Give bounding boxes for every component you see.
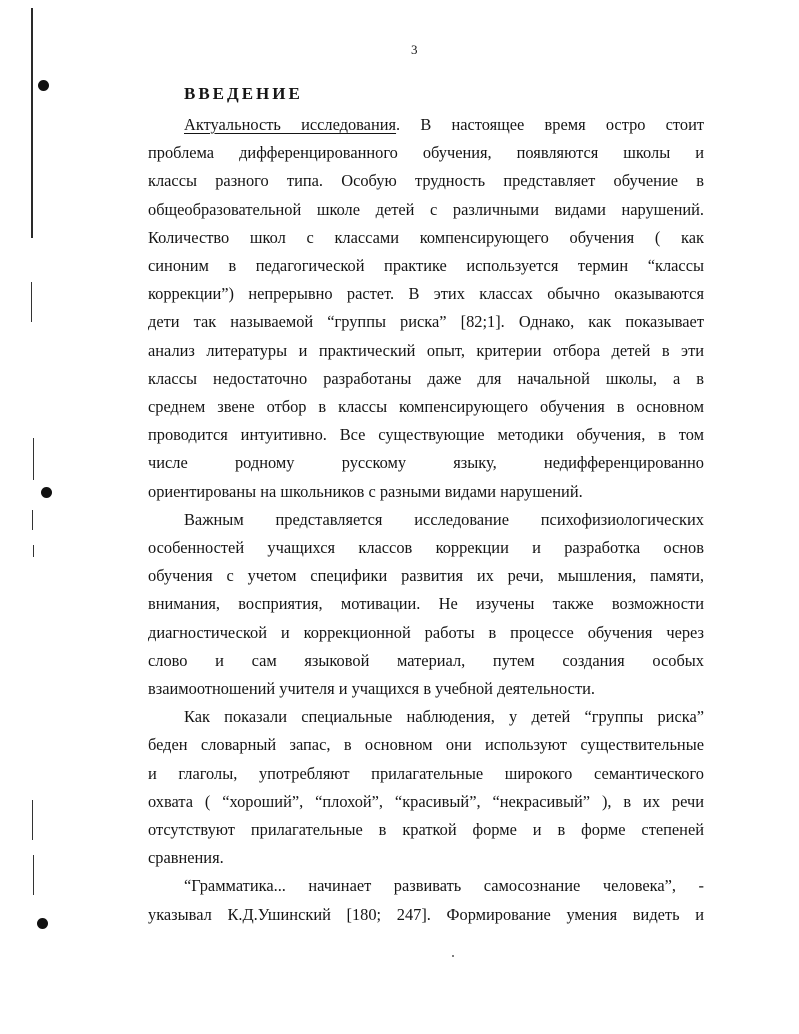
text-line: общеобразовательной школе детей с различными видами нарушений. [148,199,704,219]
scan-edge-mark [33,855,34,895]
text-line: проблема дифференцированного обучения, появляются школы и [148,143,704,163]
text-line: проводится интуитивно. Все существующие методики обучения, в том [148,425,704,445]
text-line: внимания, восприятия, мотивации. Не изучены также возможности [148,594,704,614]
text-line: сравнения. [148,848,224,868]
text-line: дети так называемой “группы риска” [82;1]. Однако, как показывает [148,312,704,332]
text-line: классы недостаточно разработаны даже для начальной школы, а в [148,368,704,388]
text-line: Важным представляется исследование психофизиологических [184,509,704,529]
scan-edge-mark [33,438,34,480]
page-number: 3 [411,42,418,57]
text-line: Количество школ с классами компенсирующего обучения ( как [148,227,704,247]
text-line: коррекции”) непрерывно растет. В этих классах обычно оказываются [148,284,704,304]
text-line: беден словарный запас, в основном они используют существительные [148,735,704,755]
lead-phrase: Актуальность исследования [184,115,397,134]
text-line: взаимоотношений учителя и учащихся в учебной деятельности. [148,679,595,699]
text-line: указывал К.Д.Ушинский [180; 247]. Формирование умения видеть и [148,904,704,924]
scan-edge-mark [33,545,34,557]
text-line: и глаголы, употребляют прилагательные широкого семантического [148,763,704,783]
text-line: классы разного типа. Особую трудность представляет обучение в [148,171,704,191]
text-line: обучения с учетом специфики развития их речи, мышления, памяти, [148,566,704,586]
scan-edge-mark [32,510,33,530]
body-text [148,111,704,929]
text-line: ориентированы на школьников с разными видами нарушений. [148,481,583,501]
scan-edge-mark [31,282,32,322]
text-line: числе родному русскому языку, недифференцированно [148,453,704,473]
scan-speck [452,955,454,957]
paragraph-1 [148,111,704,506]
text-line: особенностей учащихся классов коррекции и разработка основ [148,538,704,558]
text-line: охвата ( “хороший”, “плохой”, “красивый”, “некрасивый” ), в их речи [148,791,704,811]
text-line: слово и сам языковой материал, путем создания особых [148,650,704,670]
text-line: анализ литературы и практический опыт, критерии отбора детей в эти [148,340,704,360]
text-line: “Грамматика... начинает развивать самосознание человека”, - [184,876,704,896]
paragraph-4 [148,872,704,928]
text-line: Как показали специальные наблюдения, у детей “группы риска” [184,707,704,727]
text-line: среднем звене отбор в классы компенсирующего обучения в основном [148,397,704,417]
section-heading: ВВЕДЕНИЕ [184,84,303,103]
paragraph-3 [148,703,704,872]
text-line: отсутствуют прилагательные в краткой форме и в форме степеней [148,820,704,840]
scan-edge-line [31,8,33,238]
punch-hole-mark [38,80,49,91]
text-line: диагностической и коррекционной работы в процессе обучения через [148,622,704,642]
paragraph-2 [148,506,704,703]
text-line: Актуальность исследования. В настоящее время остро стоит [184,115,704,134]
text-line: синоним в педагогической практике используется термин “классы [148,256,704,276]
scan-edge-mark [32,800,33,840]
punch-hole-mark [37,918,48,929]
punch-hole-mark [41,487,52,498]
